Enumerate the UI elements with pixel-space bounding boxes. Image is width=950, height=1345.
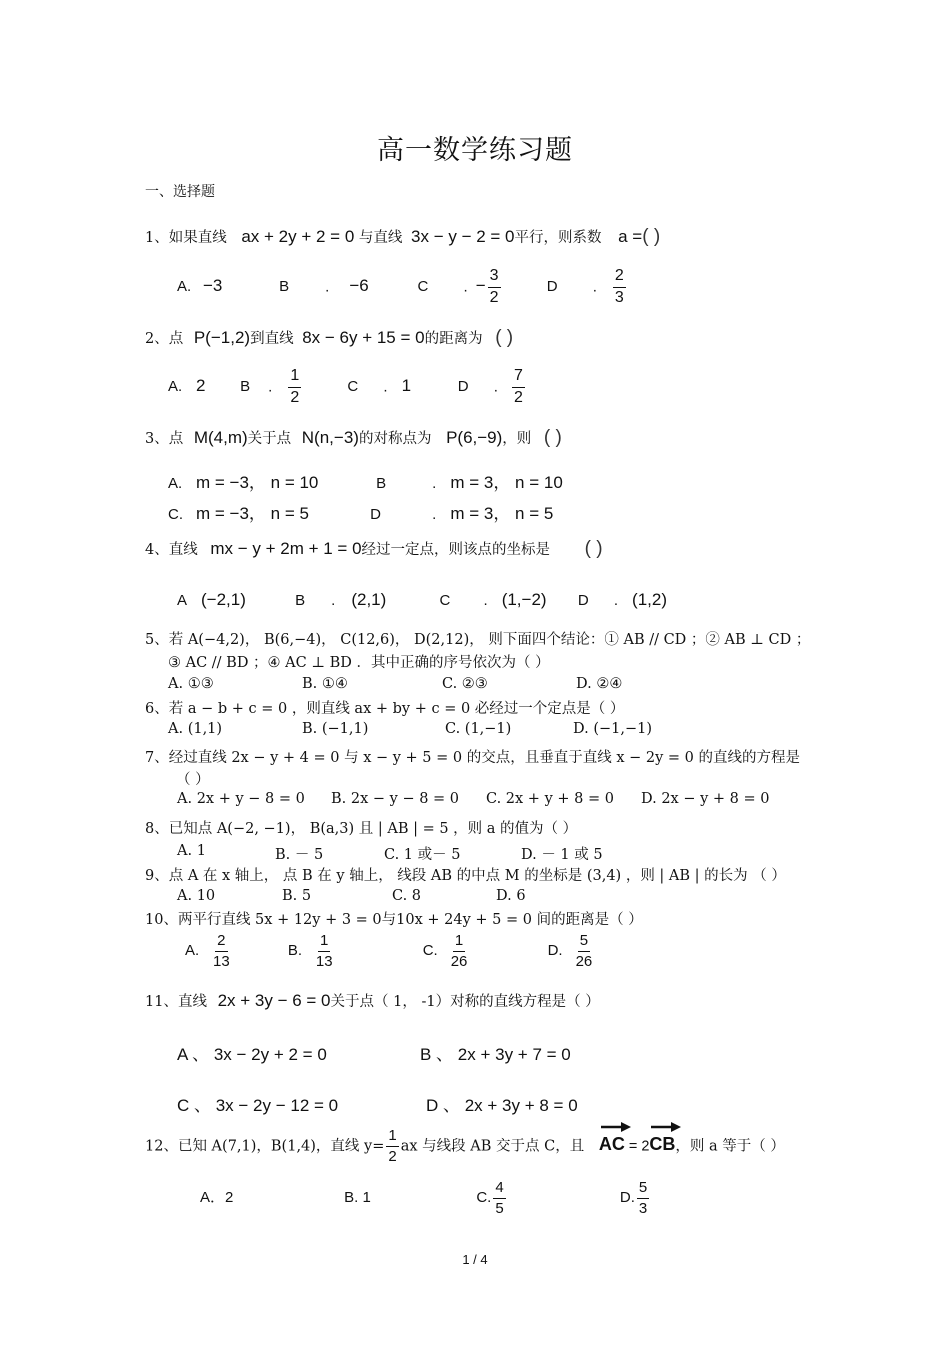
option-b-fraction: $\frac{1}{2}$ bbox=[290, 367, 300, 406]
question-8-option-c: C. 1 或－ 5 bbox=[384, 847, 461, 863]
question-11-option-b: B 、 2x + 3y + 7 = 0 bbox=[420, 1045, 571, 1064]
question-11-option-a: A 、 3x − 2y + 2 = 0 bbox=[177, 1045, 327, 1064]
option-d-fraction: $\frac{5}{3}$ bbox=[638, 1179, 648, 1217]
question-11: 11、直线 2x + 3y − 6 = 0关于点（ 1， -1）对称的直线方程是（ ） bbox=[145, 991, 600, 1010]
option-d-fraction: $\frac{5}{26}$ bbox=[575, 932, 593, 970]
question-8-option-b: B. － 5 bbox=[275, 847, 324, 863]
question-3-options-ab: A. m = −3， n = 10 B . m = 3， n = 10 bbox=[168, 473, 563, 492]
question-7-line-1: 7、经过直线 2x − y + 4 = 0 与 x − y + 5 = 0 的交点，且垂直于直线 x − 2y = 0 的直线的方程是 bbox=[145, 750, 801, 766]
vector-ac: AC bbox=[599, 1134, 625, 1155]
vector-arrow-icon bbox=[601, 1122, 631, 1132]
question-2-options: A. 2 B . $\frac{1}{2}$ C . 1 D . $\frac{7}{2}$ bbox=[168, 367, 523, 406]
question-7-option-a: A. 2x + y − 8 = 0 bbox=[177, 791, 305, 807]
question-9-option-b: B. 5 bbox=[282, 888, 312, 904]
question-3-options-cd: C. m = −3， n = 5 D . m = 3， n = 5 bbox=[168, 504, 554, 523]
question-5-option-a: A. ①③ bbox=[168, 676, 214, 692]
question-7-option-d: D. 2x − y + 8 = 0 bbox=[641, 791, 770, 807]
question-1-options: A. −3 B . −6 C . − $\frac{3}{2}$ D . $\frac{2}{3}$ bbox=[177, 267, 624, 306]
question-5-line-2: ③ AC // BD ；④ AC ⊥ BD ．其中正确的序号依次为（ ） bbox=[168, 655, 550, 671]
question-8-option-a: A. 1 bbox=[177, 843, 206, 859]
question-12: 12、已知 A(7,1)，B(1,4)，直线 y= $\frac{1}{2}$ ax 与线段 AB 交于点 C，且 AC = 2 CB，则 a 等于（ ） bbox=[145, 1128, 785, 1165]
question-10-options: A. $\frac{2}{13}$ B. $\frac{1}{13}$ C. $\frac{1}{26}$ D. $\frac{5}{26}$ bbox=[185, 932, 593, 970]
question-8-option-d: D. － 1 或 5 bbox=[521, 847, 603, 863]
question-9-option-d: D. 6 bbox=[496, 888, 526, 904]
question-9-option-c: C. 8 bbox=[392, 888, 422, 904]
vector-arrow-icon bbox=[651, 1122, 681, 1132]
option-a-fraction: $\frac{2}{13}$ bbox=[213, 932, 230, 970]
option-c-fraction: $\frac{4}{5}$ bbox=[495, 1179, 504, 1217]
question-7-line-2: （ ） bbox=[176, 772, 210, 788]
question-5-option-b: B. ①④ bbox=[302, 676, 348, 692]
option-c-fraction: $\frac{1}{26}$ bbox=[450, 932, 468, 970]
question-6-option-c: C. (1,−1) bbox=[445, 721, 512, 737]
question-2: 2、点 P(−1,2)到直线 8x − 6y + 15 = 0的距离为 ( ) bbox=[145, 327, 514, 348]
question-4: 4、直线 mx − y + 2m + 1 = 0经过一定点，则该点的坐标是 ( ) bbox=[145, 538, 603, 559]
question-6-option-a: A. (1,1) bbox=[168, 721, 223, 737]
question-10: 10、两平行直线 5x + 12y + 3 = 0与10x + 24y + 5 = 0 间的距离是（ ） bbox=[145, 912, 643, 928]
question-6-option-b: B. (−1,1) bbox=[302, 721, 369, 737]
question-6: 6、若 a − b + c = 0 ，则直线 ax + by + c = 0 必经过一个定点是（ ） bbox=[145, 701, 625, 717]
option-c-fraction: $\frac{3}{2}$ bbox=[489, 267, 499, 306]
vector-cb: CB bbox=[649, 1134, 675, 1155]
page-number: 1 / 4 bbox=[462, 1252, 488, 1267]
question-9: 9、点 A 在 x 轴上， 点 B 在 y 轴上， 线段 AB 的中点 M 的坐标是 (3,4) ，则 | AB | 的长为 （ ） bbox=[145, 868, 786, 884]
page-title: 高一数学练习题 bbox=[377, 135, 573, 166]
question-8: 8、已知点 A(−2, −1)， B(a,3) 且 | AB | = 5 ，则 a 的值为（ ） bbox=[145, 821, 578, 837]
question-11-option-d: D 、 2x + 3y + 8 = 0 bbox=[426, 1096, 578, 1115]
section-heading: 一、选择题 bbox=[145, 184, 215, 200]
question-6-option-d: D. (−1,−1) bbox=[573, 721, 652, 737]
question-5-option-d: D. ②④ bbox=[576, 676, 623, 692]
question-5-line-1: 5、若 A(−4,2)， B(6,−4)， C(12,6)， D(2,12)， 则下面四个结论：① AB // CD ；② AB ⊥ CD ； bbox=[145, 632, 811, 648]
question-7-option-b: B. 2x − y − 8 = 0 bbox=[331, 791, 460, 807]
option-d-fraction: $\frac{7}{2}$ bbox=[513, 367, 523, 406]
question-12-options: A．2 B. 1 C. $\frac{4}{5}$ D. $\frac{5}{3}$ bbox=[200, 1179, 648, 1217]
option-d-fraction: $\frac{2}{3}$ bbox=[614, 267, 624, 306]
question-5-option-c: C. ②③ bbox=[442, 676, 488, 692]
question-9-option-a: A. 10 bbox=[177, 888, 216, 904]
question-3: 3、点 M(4,m)关于点 N(n,−3)的对称点为 P(6,−9)，则 ( ) bbox=[145, 427, 562, 448]
question-11-option-c: C 、 3x − 2y − 12 = 0 bbox=[177, 1096, 339, 1115]
slope-fraction: $\frac{1}{2}$ bbox=[388, 1127, 397, 1165]
question-7-option-c: C. 2x + y + 8 = 0 bbox=[486, 791, 614, 807]
question-4-options: A (−2,1) B . (2,1) C . (1,−2) D . (1,2) bbox=[177, 590, 667, 609]
option-b-fraction: $\frac{1}{13}$ bbox=[315, 932, 333, 970]
question-1: 1、如果直线 ax + 2y + 2 = 0 与直线 3x − y − 2 = 0平行，则系数 a =( ) bbox=[145, 226, 661, 247]
